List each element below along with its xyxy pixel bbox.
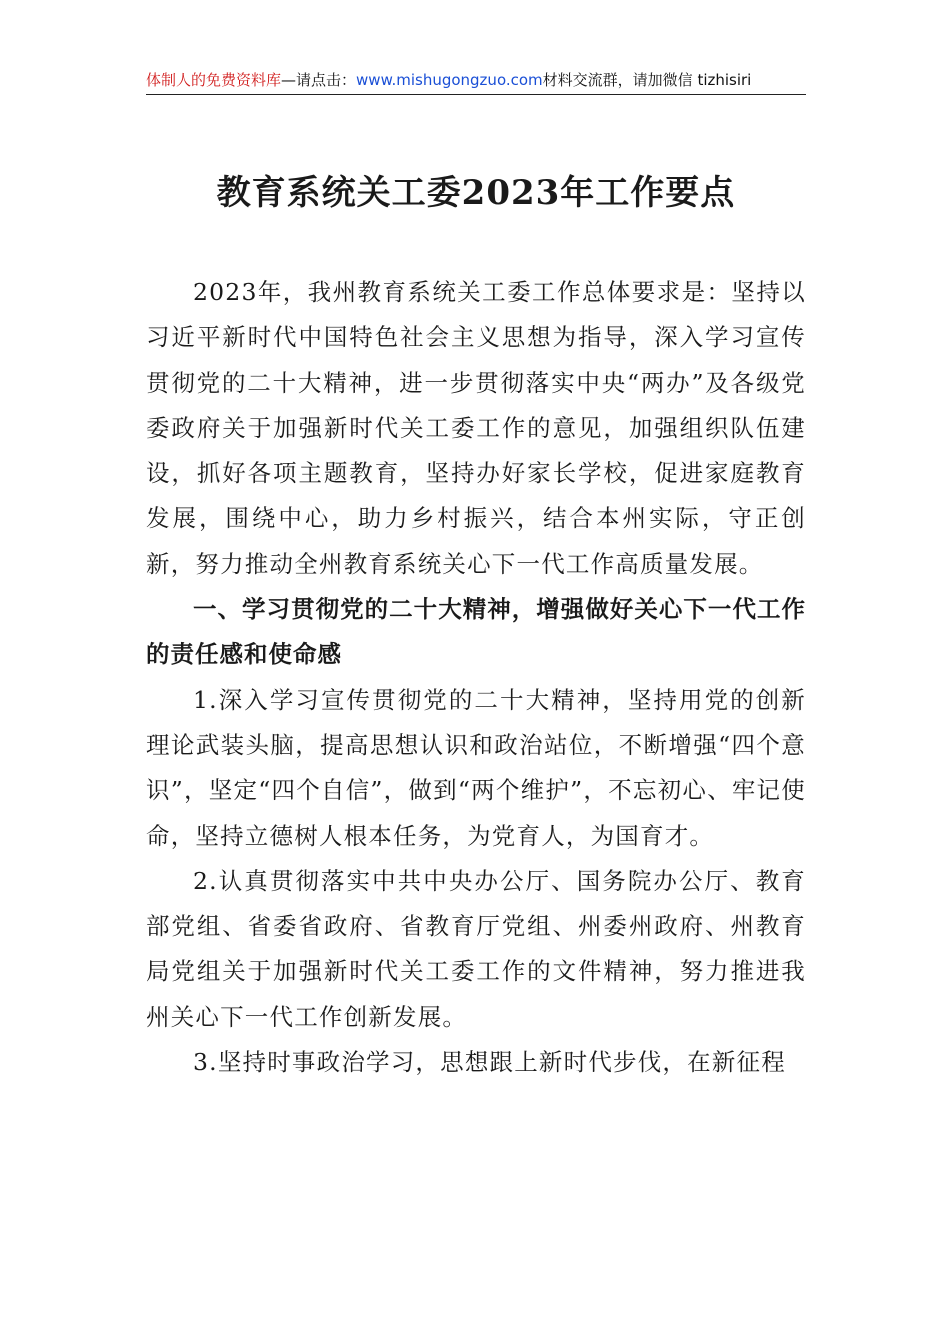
item-paragraph-1: 1.深入学习宣传贯彻党的二十大精神，坚持用党的创新理论武装头脑，提高思想认识和政治站位，不断增强“四个意识”，坚定“四个自信”，做到“两个维护”，不忘初心、牢记使命，坚持立德树人根本任务，为党育人，为国育才。 bbox=[146, 685, 806, 850]
header-brand: 体制人的免费资料库 bbox=[146, 71, 282, 89]
item-paragraph-3: 3.坚持时事政治学习，思想跟上新时代步伐，在新征程 bbox=[193, 1048, 786, 1077]
header-url-link[interactable]: www.mishugongzuo.com bbox=[356, 71, 543, 89]
document-title: 教育系统关工委2023年工作要点 bbox=[216, 173, 736, 213]
document-body bbox=[146, 270, 806, 1085]
page-header bbox=[146, 68, 806, 95]
intro-paragraph: 2023年，我州教育系统关工委工作总体要求是：坚持以习近平新时代中国特色社会主义思想为指导，深入学习宣传贯彻党的二十大精神，进一步贯彻落实中央“两办”及各级党委政府关于加强新时代关工委工作的意见，加强组织队伍建设，抓好各项主题教育，坚持办好家长学校，促进家庭教育发展，围绕中心，助力乡村振兴，结合本州实际，守正创新，努力推动全州教育系统关心下一代工作高质量发展。 bbox=[146, 278, 806, 578]
header-contact-text: 材料交流群，请加微信 tizhisiri bbox=[542, 71, 752, 89]
item-paragraph-2: 2.认真贯彻落实中共中央办公厅、国务院办公厅、教育部党组、省委省政府、省教育厅党组、州委州政府、州教育局党组关于加强新时代关工委工作的文件精神，努力推进我州关心下一代工作创新发展。 bbox=[146, 866, 806, 1031]
section-heading-1: 一、学习贯彻党的二十大精神，增强做好关心下一代工作的责任感和使命感 bbox=[146, 595, 806, 669]
header-separator: —请点击： bbox=[281, 71, 357, 89]
